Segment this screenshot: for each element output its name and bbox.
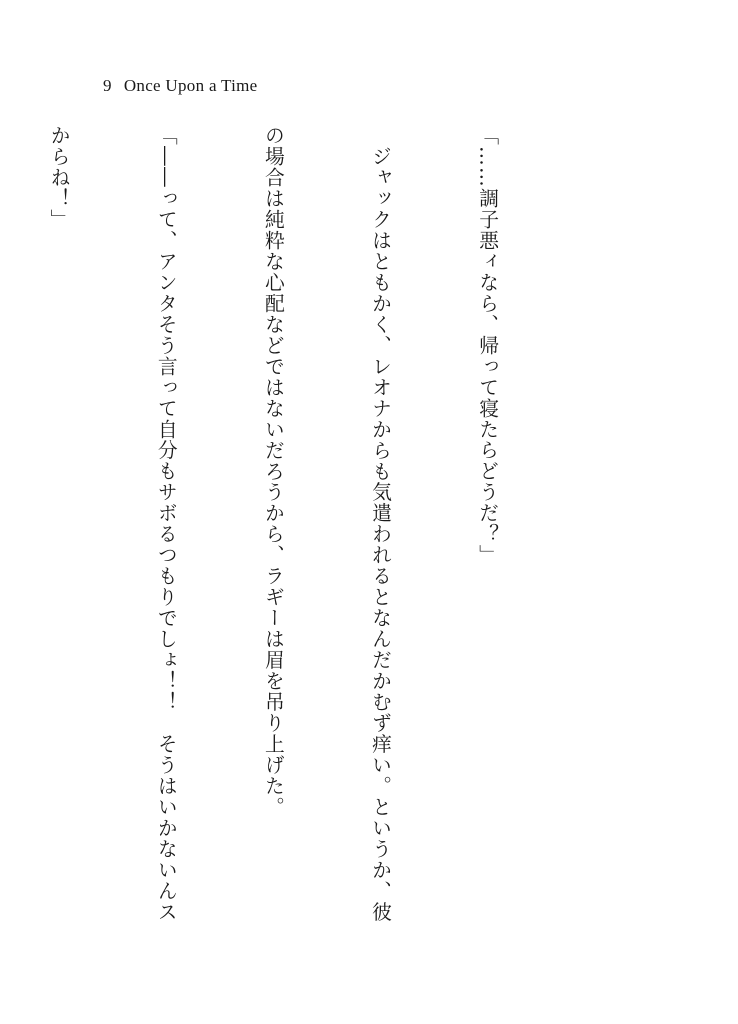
text-line: の場合は純粋な心配などではないだろうから、ラギーは眉を吊り上げた。 xyxy=(261,125,285,818)
page-number: 9 xyxy=(103,76,112,95)
running-header xyxy=(103,76,258,96)
vertical-text-body xyxy=(0,125,576,925)
text-line: ジャックはともかく、レオナからも気遣われるとなんだかむず痒い。というか、彼 xyxy=(368,125,392,923)
book-title: Once Upon a Time xyxy=(123,76,258,95)
text-line: からね！」 xyxy=(47,125,71,230)
text-line: 「――って、アンタそう言って自分もサボるつもりでしょ！！ そうはいかないんス xyxy=(154,125,178,923)
text-line: 「……調子悪ィなら、帰って寝たらどうだ？」 xyxy=(475,125,499,566)
